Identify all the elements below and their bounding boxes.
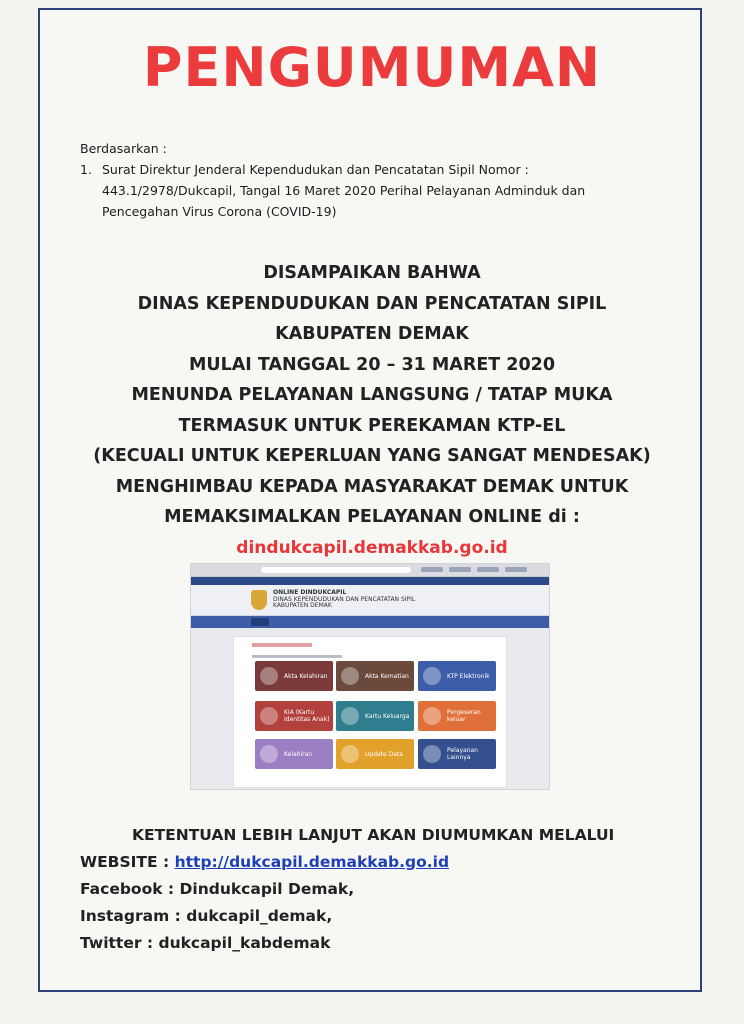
service-tile-label: Pergeseran keluar bbox=[447, 709, 481, 723]
service-tile-icon bbox=[260, 745, 278, 763]
service-tile-label: Kartu Keluarga bbox=[365, 712, 410, 720]
service-tile bbox=[418, 661, 496, 691]
panel-title-bar bbox=[252, 643, 312, 647]
service-tile-label: Pelayanan Lainnya bbox=[447, 747, 478, 761]
service-tile-label: Kelahiran bbox=[284, 750, 313, 758]
service-tile-icon bbox=[423, 667, 441, 685]
website-screenshot bbox=[190, 563, 550, 790]
website-link[interactable]: http://dukcapil.demakkab.go.id bbox=[174, 853, 450, 871]
panel-subtitle-bar bbox=[252, 655, 342, 658]
service-tile bbox=[418, 701, 496, 731]
announcement-line: MENGHIMBAU KEPADA MASYARAKAT DEMAK UNTUK bbox=[115, 476, 629, 497]
service-tile bbox=[255, 661, 333, 691]
basis-section bbox=[80, 138, 612, 222]
service-tile-icon bbox=[423, 707, 441, 725]
announcement-line: KABUPATEN DEMAK bbox=[275, 324, 469, 344]
site-header bbox=[191, 585, 549, 616]
announcement-line: MENUNDA PELAYANAN LANGSUNG / TATAP MUKA bbox=[131, 385, 613, 405]
site-name: ONLINE DINDUKCAPIL bbox=[273, 589, 347, 596]
facebook-line: Facebook : Dindukcapil Demak, bbox=[80, 880, 355, 898]
site-navbar bbox=[191, 616, 549, 628]
service-tile bbox=[336, 701, 414, 731]
basis-item-number: 1. bbox=[80, 162, 92, 177]
website-label: WEBSITE : bbox=[80, 853, 170, 871]
service-tile bbox=[336, 661, 414, 691]
service-tile bbox=[418, 739, 496, 769]
twitter-line: Twitter : dukcapil_kabdemak bbox=[80, 934, 331, 952]
regency-crest-icon bbox=[251, 590, 267, 610]
website-line bbox=[80, 849, 614, 876]
service-tile-label: KTP Elektronik bbox=[447, 672, 490, 680]
site-top-strip bbox=[191, 577, 549, 585]
info-section bbox=[80, 822, 614, 957]
basis-item bbox=[80, 159, 612, 222]
service-tile-icon bbox=[341, 667, 359, 685]
service-tile bbox=[255, 739, 333, 769]
service-tile-icon bbox=[260, 707, 278, 725]
service-tile-label: KIA (Kartu Identitas Anak) bbox=[284, 709, 330, 723]
basis-item-line: Pencegahan Virus Corona (COVID-19) bbox=[102, 204, 337, 219]
announcement-line: TERMASUK UNTUK PEREKAMAN KTP-EL bbox=[178, 415, 566, 436]
home-nav-button bbox=[251, 618, 269, 626]
service-tile-label: Update Data bbox=[365, 750, 403, 758]
service-tile-label: Akta Kelahiran bbox=[284, 672, 328, 680]
info-heading: KETENTUAN LEBIH LANJUT AKAN DIUMUMKAN MELALUI bbox=[132, 826, 615, 844]
address-bar bbox=[261, 567, 411, 573]
service-tile bbox=[255, 701, 333, 731]
page-title: PENGUMUMAN bbox=[142, 36, 602, 99]
basis-item-line: 443.1/2978/Dukcapil, Tangal 16 Maret 2020 Perihal Pelayanan Adminduk dan bbox=[102, 183, 586, 198]
announcement-line: DISAMPAIKAN BAHWA bbox=[263, 263, 481, 283]
basis-item-line: Surat Direktur Jenderal Kependudukan dan Pencatatan Sipil Nomor : bbox=[102, 162, 529, 177]
instagram-line: Instagram : dukcapil_demak, bbox=[80, 907, 333, 925]
basis-intro: Berdasarkan : bbox=[80, 141, 167, 156]
service-tile-icon bbox=[423, 745, 441, 763]
announcement-line: MEMAKSIMALKAN PELAYANAN ONLINE di : bbox=[164, 507, 580, 527]
browser-toolbar bbox=[191, 564, 549, 577]
announcement-line: MULAI TANGGAL 20 – 31 MARET 2020 bbox=[188, 354, 556, 375]
service-tile-icon bbox=[341, 707, 359, 725]
announcement-line: (KECUALI UNTUK KEPERLUAN YANG SANGAT MENDESAK) bbox=[93, 446, 651, 466]
service-tile-icon bbox=[341, 745, 359, 763]
site-subtitle: DINAS KEPENDUDUKAN DAN PENCATATAN SIPIL bbox=[273, 595, 416, 603]
site-subtitle: KABUPATEN DEMAK bbox=[273, 602, 332, 609]
service-tile bbox=[336, 739, 414, 769]
service-tile-label: Akta Kematian bbox=[365, 672, 409, 680]
online-service-url[interactable]: dindukcapil.demakkab.go.id bbox=[236, 537, 508, 558]
announcement-block bbox=[40, 258, 704, 563]
announcement-line: DINAS KEPENDUDUKAN DAN PENCATATAN SIPIL bbox=[137, 293, 607, 314]
service-tile-icon bbox=[260, 667, 278, 685]
